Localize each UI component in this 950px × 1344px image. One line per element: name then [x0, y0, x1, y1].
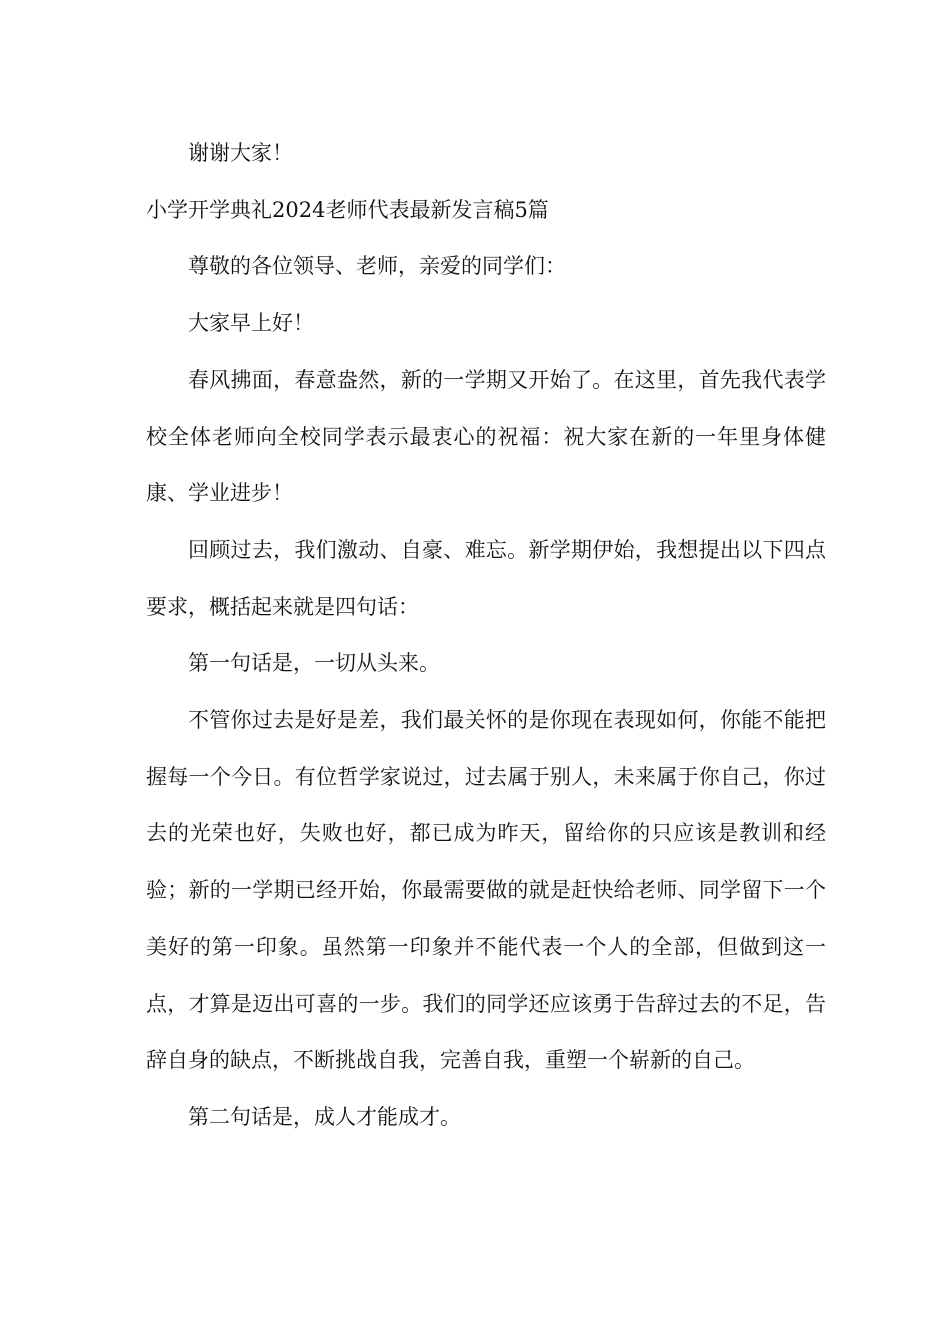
point-one-body: 不管你过去是好是差，我们最关怀的是你现在表现如何，你能不能把握每一个今日。有位哲学家说过，过去属于别人，未来属于你自己，你过去的光荣也好，失败也好，都已成为昨天，留给你的只应该是教训和经验；新的一学期已经开始，你最需要做的就是赶快给老师、同学留下一个美好的第一印象。虽然第一印象并不能代表一个人的全部，但做到这一点，才算是迈出可喜的一步。我们的同学还应该勇于告辞过去的不足，告辞自身的缺点，不断挑战自我，完善自我，重塑一个崭新的自己。	[146, 708, 826, 1073]
point-two-heading: 第二句话是，成人才能成才。	[188, 1104, 461, 1129]
salutation: 尊敬的各位领导、老师，亲爱的同学们：	[188, 254, 566, 279]
point-one-heading: 第一句话是，一切从头来。	[188, 651, 440, 676]
speech-title: 小学开学典礼2024老师代表最新发言稿5篇	[146, 197, 549, 222]
paragraph-opening: 春风拂面，春意盎然，新的一学期又开始了。在这里，首先我代表学校全体老师向全校同学表示最衷心的祝福：祝大家在新的一年里身体健康、学业进步！	[146, 367, 826, 506]
closing-thanks: 谢谢大家！	[188, 141, 293, 165]
paragraph-review: 回顾过去，我们激动、自豪、难忘。新学期伊始，我想提出以下四点要求，概括起来就是四句话：	[146, 537, 826, 619]
greeting: 大家早上好！	[188, 311, 314, 336]
document-body	[146, 125, 826, 1146]
